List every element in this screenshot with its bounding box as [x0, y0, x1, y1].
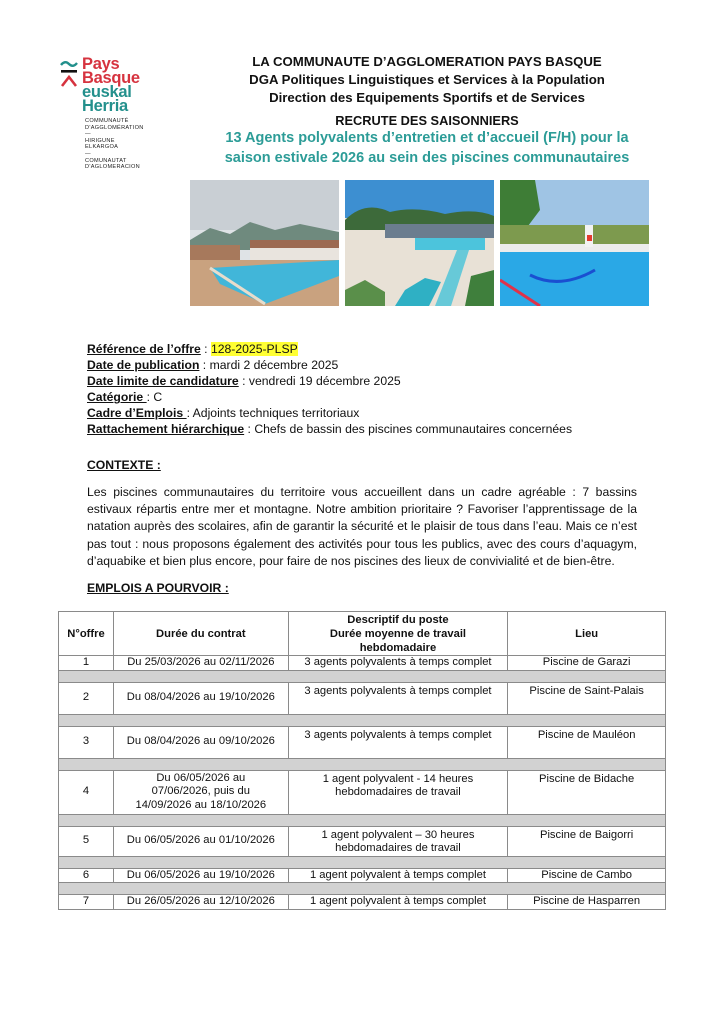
logo-sub-line: —	[85, 131, 91, 138]
cell-num: 6	[59, 868, 114, 883]
meta-value: Chefs de bassin des piscines communautaires concernées	[254, 422, 573, 437]
document-header	[190, 53, 664, 168]
separator-cell	[59, 670, 666, 682]
logo-sub-line: HIRIGUNE	[85, 137, 115, 144]
meta-value: Adjoints techniques territoriaux	[192, 406, 360, 421]
logo-word-basque: Basque	[82, 69, 140, 87]
table-separator	[59, 714, 666, 726]
table-row	[59, 895, 666, 910]
table-row	[59, 682, 666, 714]
jobs-table	[58, 611, 666, 910]
table-separator	[59, 758, 666, 770]
photo-pool-water-slides	[345, 180, 494, 306]
separator-cell	[59, 714, 666, 726]
photo-strip	[190, 180, 649, 306]
meta-label: Rattachement hiérarchique	[87, 422, 245, 437]
meta-label: Référence de l’offre	[87, 342, 201, 356]
meta-sep: :	[244, 422, 255, 437]
cell-description: 1 agent polyvalent à temps complet	[288, 895, 508, 910]
separator-cell	[59, 814, 666, 826]
table-row	[59, 826, 666, 856]
table-header-row	[59, 612, 666, 656]
meta-sep: :	[238, 374, 249, 389]
table-row	[59, 770, 666, 814]
meta-deadline	[87, 373, 572, 389]
cell-description: 1 agent polyvalent - 14 heures hebdomadaires de travail	[288, 770, 508, 814]
meta-sep: :	[199, 358, 210, 373]
cell-place: Piscine de Mauléon	[508, 726, 666, 758]
offer-title-line1: 13 Agents polyvalents d’entretien et d’accueil (F/H) pour la	[225, 130, 629, 146]
cell-num: 1	[59, 656, 114, 671]
cell-num: 3	[59, 726, 114, 758]
meta-value: vendredi 19 décembre 2025	[248, 374, 401, 389]
cell-description: 3 agents polyvalents à temps complet	[288, 656, 508, 671]
meta-employment-frame	[87, 405, 572, 421]
cell-duration: Du 26/05/2026 au 12/10/2026	[113, 895, 288, 910]
context-title: CONTEXTE :	[87, 458, 161, 472]
logo-sub-line: COMMUNAUTÉ	[85, 118, 129, 124]
context-text: Les piscines communautaires du territoire vous accueillent dans un cadre agréable : 7 bassins estivaux répartis entre mer et montagne. Notre ambition prioritaire ? Favoriser l’apprentissage de la natation auprès des scolaires, afin de garantir la sécurité et le plaisir de tous dans l’eau. Mais ce n’est pas tout : nous proposons également des activités pour tous les publics, avec des cours d’aquagym, d’aquabike et bien plus encore, pour faire de nos piscines des lieux de convivialité et de bien-être.	[87, 485, 637, 568]
meta-category	[87, 389, 572, 405]
cell-place: Piscine de Baigorri	[508, 826, 666, 856]
meta-publication-date	[87, 357, 572, 373]
reference-value: 128-2025-PLSP	[210, 342, 298, 356]
meta-label: Catégorie	[87, 390, 147, 405]
cell-num: 5	[59, 826, 114, 856]
cell-duration: Du 06/05/2026 au 01/10/2026	[113, 826, 288, 856]
logo-sub-line: —	[85, 150, 91, 157]
logo-word-euskal: euskal	[82, 83, 132, 101]
meta-value: mardi 2 décembre 2025	[209, 358, 339, 373]
header-dga: DGA Politiques Linguistiques et Services à la Population	[249, 72, 605, 87]
header-description: Descriptif du poste Durée moyenne de travail hebdomadaire	[288, 612, 508, 656]
cell-num: 4	[59, 770, 114, 814]
cell-duration: Du 25/03/2026 au 02/11/2026	[113, 656, 288, 671]
table-separator	[59, 670, 666, 682]
table-row	[59, 726, 666, 758]
logo-word-herria: Herria	[82, 97, 128, 115]
meta-hierarchy	[87, 421, 572, 437]
cell-description: 1 agent polyvalent à temps complet	[288, 868, 508, 883]
cell-description: 3 agents polyvalents à temps complet	[288, 726, 508, 758]
table-row	[59, 868, 666, 883]
offer-metadata	[87, 341, 572, 438]
separator-cell	[59, 856, 666, 868]
logo-word-pays: Pays	[82, 55, 120, 73]
meta-sep: :	[146, 390, 154, 405]
header-organisation: LA COMMUNAUTE D’AGGLOMERATION PAYS BASQUE	[252, 54, 602, 69]
cell-place: Piscine de Garazi	[508, 656, 666, 671]
meta-reference	[87, 341, 572, 357]
table-separator	[59, 856, 666, 868]
cell-num: 2	[59, 682, 114, 714]
cell-duration: Du 06/05/2026 au 07/06/2026, puis du 14/09/2026 au 18/10/2026	[113, 770, 288, 814]
cell-duration: Du 08/04/2026 au 09/10/2026	[113, 726, 288, 758]
header-recrute: RECRUTE DES SAISONNIERS	[335, 113, 519, 128]
header-place: Lieu	[508, 612, 666, 656]
logo-subtitle	[85, 118, 144, 171]
cell-place: Piscine de Bidache	[508, 770, 666, 814]
meta-label: Date limite de candidature	[87, 374, 239, 389]
table-separator	[59, 814, 666, 826]
table-row	[59, 656, 666, 671]
cell-description: 1 agent polyvalent – 30 heures hebdomadaires de travail	[288, 826, 508, 856]
cell-description: 3 agents polyvalents à temps complet	[288, 682, 508, 714]
meta-label: Date de publication	[87, 358, 200, 373]
logo-sub-line: D'AGGLOMÉRATION	[85, 124, 144, 131]
separator-cell	[59, 883, 666, 895]
meta-value: C	[153, 390, 163, 405]
cell-duration: Du 06/05/2026 au 19/10/2026	[113, 868, 288, 883]
logo-wave-chevron-icon	[60, 60, 78, 90]
cell-place: Piscine de Cambo	[508, 868, 666, 883]
cell-duration: Du 08/04/2026 au 19/10/2026	[113, 682, 288, 714]
cell-place: Piscine de Saint-Palais	[508, 682, 666, 714]
logo-sub-line: ELKARGOA	[85, 144, 119, 151]
cell-place: Piscine de Hasparren	[508, 895, 666, 910]
header-num: N°offre	[59, 612, 114, 656]
offer-title-line2: saison estivale 2026 au sein des piscines communautaires	[224, 149, 630, 166]
logo-sub-line: D'AGLOMERACION	[85, 164, 140, 171]
jobs-title: EMPLOIS A POURVOIR :	[87, 581, 229, 595]
meta-label: Cadre d’Emplois	[87, 406, 187, 421]
header-direction: Direction des Equipements Sportifs et de Services	[269, 90, 585, 105]
photo-aquagym-class	[500, 180, 649, 306]
meta-sep: :	[186, 406, 193, 421]
separator-cell	[59, 758, 666, 770]
logo-sub-line: COMUNAUTAT	[85, 157, 127, 164]
table-separator	[59, 883, 666, 895]
cell-num: 7	[59, 895, 114, 910]
photo-outdoor-pool-mountains	[190, 180, 339, 306]
header-duration: Durée du contrat	[113, 612, 288, 656]
meta-sep: :	[200, 342, 211, 356]
